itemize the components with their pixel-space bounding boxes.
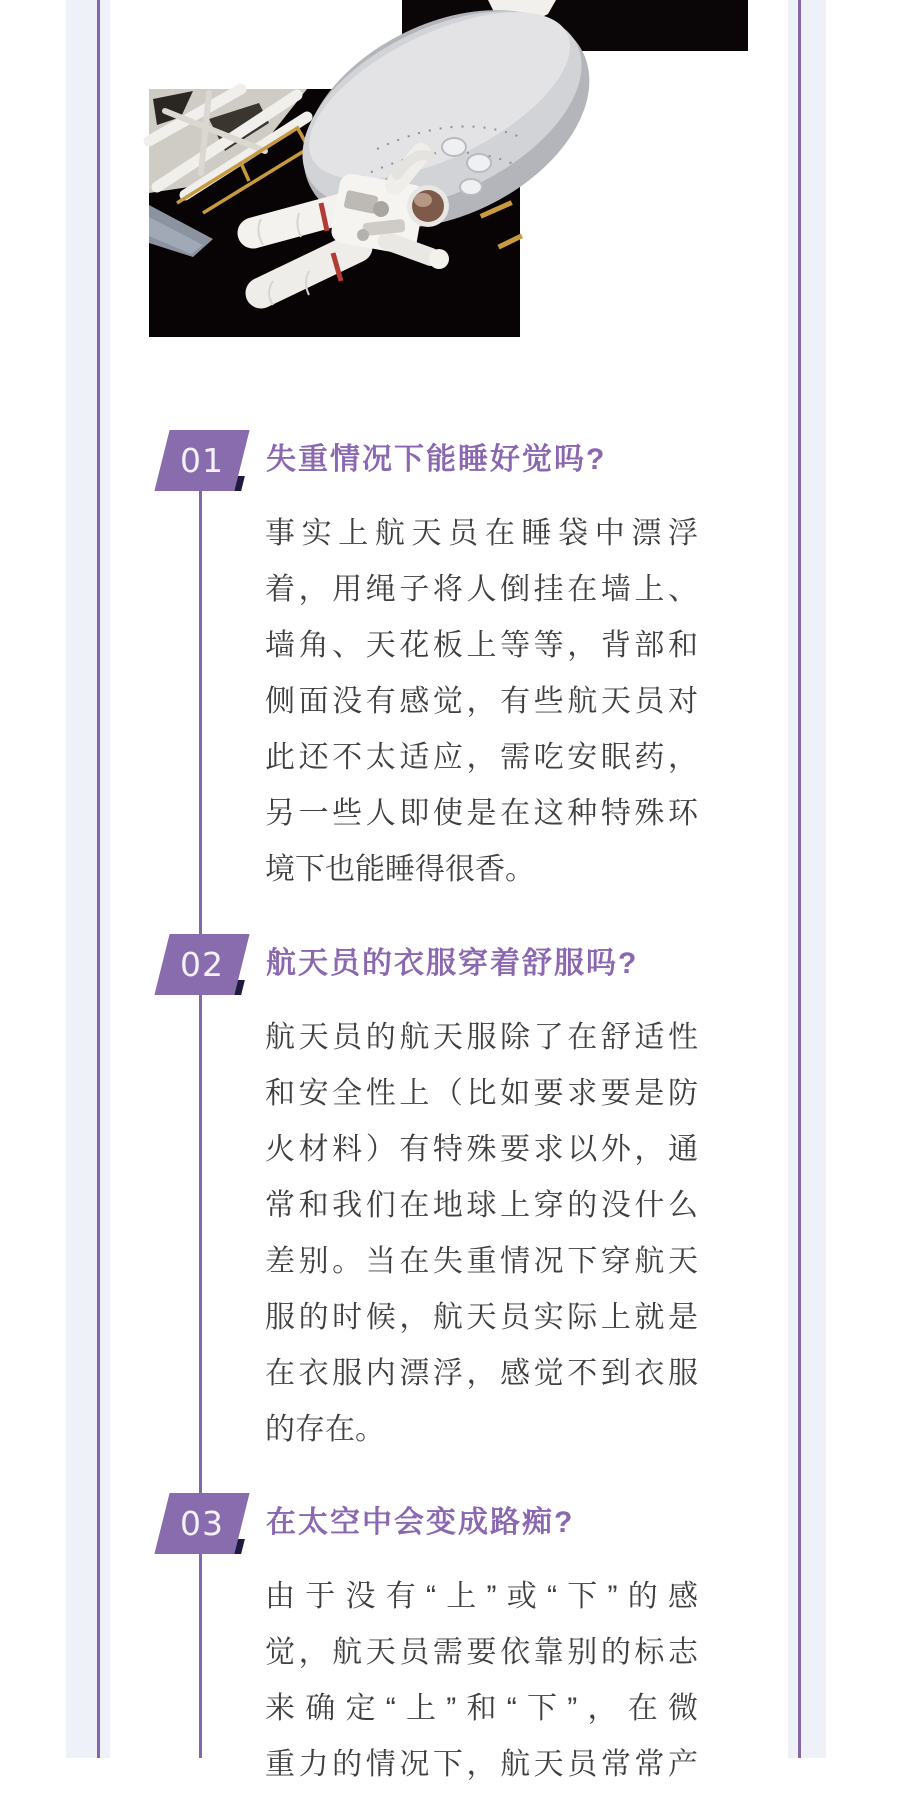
paragraph-line: 境下也能睡得很香。 [265, 853, 535, 886]
paragraph-line: 火材料）有特殊要求以外，通 [265, 1133, 698, 1166]
section-03-paragraph [265, 1569, 698, 1793]
helmet [407, 185, 449, 227]
paragraph-line: 觉，航天员需要依靠别的标志 [265, 1636, 698, 1669]
right-border-band [788, 0, 826, 1758]
astronaut-spacewalk-photo[interactable] [149, 89, 520, 337]
paragraph-line: 此还不太适应，需吃安眠药， [265, 741, 698, 774]
paragraph-line: 的存在。 [265, 1413, 385, 1446]
left-border-band [66, 0, 110, 1758]
paragraph-line: 重力的情况下，航天员常常产 [265, 1748, 698, 1781]
paragraph-line: 服的时候，航天员实际上就是 [265, 1301, 698, 1334]
paragraph-line: 侧面没有感觉，有些航天员对 [265, 685, 698, 718]
paragraph-line: 和安全性上（比如要求要是防 [265, 1077, 698, 1110]
paragraph-line: 常和我们在地球上穿的没什么 [265, 1189, 698, 1222]
section-01-badge [154, 430, 249, 491]
paragraph-line: 差别。当在失重情况下穿航天 [265, 1245, 698, 1278]
paragraph-line: 航天员的航天服除了在舒适性 [265, 1021, 698, 1054]
section-03-heading: 在太空中会变成路痴? [266, 1506, 575, 1539]
paragraph-line: 墙角、天花板上等等，背部和 [265, 629, 698, 662]
astronaut-spacewalk-art [149, 89, 520, 337]
paragraph-line: 由于没有“上”或“下”的感 [265, 1580, 698, 1613]
section-02-paragraph [265, 1010, 698, 1458]
section-connector-line [199, 461, 202, 1758]
section-01-number: 01 [180, 441, 224, 480]
paragraph-line: 另一些人即使是在这种特殊环 [265, 797, 698, 830]
section-01-heading: 失重情况下能睡好觉吗? [266, 443, 607, 476]
section-02-badge [154, 934, 249, 995]
paragraph-line: 在衣服内漂浮，感觉不到衣服 [265, 1357, 698, 1390]
right-border-line [798, 0, 801, 1758]
section-02-heading: 航天员的衣服穿着舒服吗? [266, 947, 639, 980]
paragraph-line: 来确定“上”和“下”，在微 [265, 1692, 698, 1725]
paragraph-line: 着，用绳子将人倒挂在墙上、 [265, 573, 698, 606]
left-border-line [97, 0, 100, 1758]
section-01-paragraph [265, 506, 698, 898]
section-02-number: 02 [180, 945, 224, 984]
section-03-number: 03 [180, 1504, 224, 1543]
paragraph-line: 事实上航天员在睡袋中漂浮 [265, 517, 698, 550]
section-03-badge [154, 1493, 249, 1554]
